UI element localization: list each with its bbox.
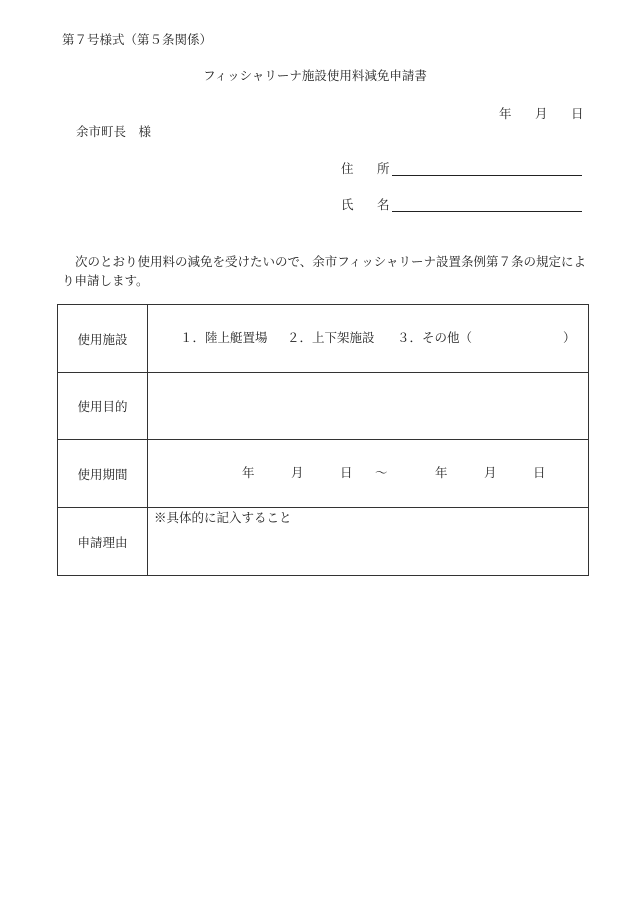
reason-row: [58, 508, 589, 576]
date-year-label: 年: [499, 106, 512, 121]
period-tilde: ～: [375, 465, 388, 480]
reason-note: ※具体的に記入すること: [154, 510, 292, 525]
facility-cell[interactable]: [148, 305, 589, 373]
period-start-day: 日: [340, 465, 353, 480]
date-day-label: 日: [571, 106, 584, 121]
facility-option-1[interactable]: １．陸上艇置場: [180, 330, 268, 345]
purpose-field[interactable]: [148, 373, 589, 440]
period-end-year: 年: [435, 465, 448, 480]
name-field[interactable]: [392, 211, 582, 212]
document-title: フィッシャリーナ施設使用料減免申請書: [203, 68, 427, 83]
name-label-1: 氏: [341, 197, 354, 212]
facility-other-close: ）: [563, 330, 576, 345]
reason-field[interactable]: [148, 508, 589, 576]
period-cell[interactable]: [148, 440, 589, 508]
period-row: [58, 440, 589, 508]
address-label-1: 住: [341, 161, 354, 176]
address-label-2: 所: [377, 161, 390, 176]
reason-label: 申請理由: [58, 508, 148, 576]
addressee: 余市町長 様: [76, 124, 152, 139]
period-end-day: 日: [533, 465, 546, 480]
period-label: 使用期間: [58, 440, 148, 508]
purpose-row: [58, 373, 589, 440]
facility-option-3[interactable]: ３．その他（: [397, 330, 473, 345]
application-statement: 次のとおり使用料の減免を受けたいので、余市フィッシャリーナ設置条例第７条の規定により申請します。: [62, 254, 587, 288]
facility-option-2[interactable]: ２．上下架施設: [287, 330, 375, 345]
period-start-year: 年: [242, 465, 255, 480]
purpose-label: 使用目的: [58, 373, 148, 440]
form-number: 第７号様式（第５条関係）: [62, 32, 213, 47]
date-month-label: 月: [535, 106, 548, 121]
facility-label: 使用施設: [58, 305, 148, 373]
period-end-month: 月: [484, 465, 497, 480]
address-field[interactable]: [392, 175, 582, 176]
facility-row: [58, 305, 589, 373]
application-table: [57, 304, 589, 576]
name-label-2: 名: [377, 197, 390, 212]
period-start-month: 月: [291, 465, 304, 480]
